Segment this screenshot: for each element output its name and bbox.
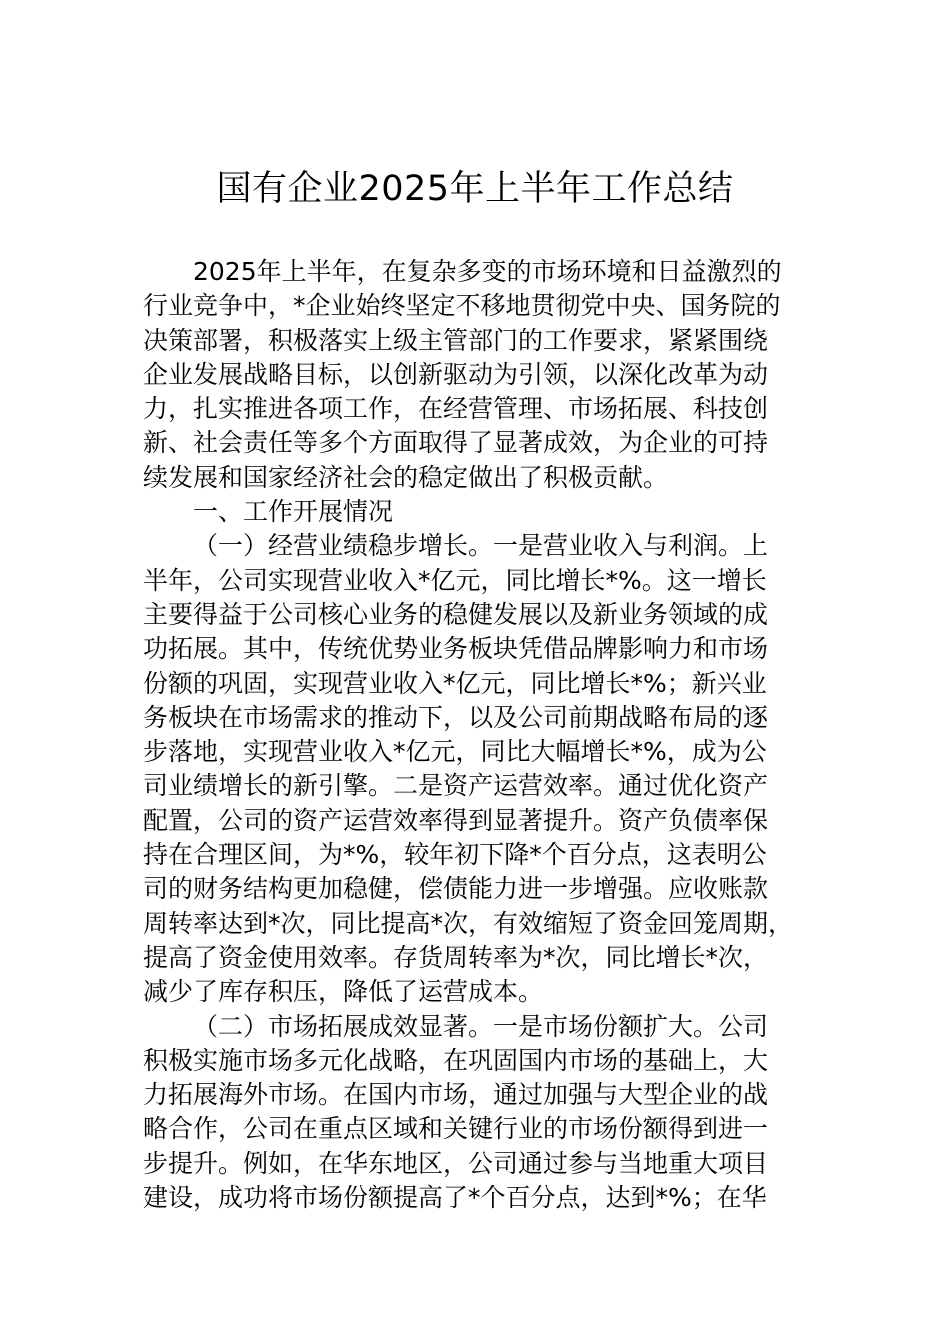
text-line: 略合作，公司在重点区域和关键行业的市场份额得到进一 [143, 1114, 769, 1144]
text-line: 司的财务结构更加稳健，偿债能力进一步增强。应收账款 [143, 874, 769, 904]
text-line: （一）经营业绩稳步增长。一是营业收入与利润。上 [193, 531, 769, 561]
section-heading: 一、工作开展情况 [193, 497, 394, 527]
text-line: 功拓展。其中，传统优势业务板块凭借品牌影响力和市场 [143, 634, 769, 664]
text-line: 务板块在市场需求的推动下，以及公司前期战略布局的逐 [143, 702, 769, 732]
document-body [143, 255, 808, 1215]
text-line: 份额的巩固，实现营业收入*亿元，同比增长*%；新兴业 [143, 668, 767, 698]
document-title: 国有企业2025年上半年工作总结 [216, 169, 734, 209]
text-line: 周转率达到*次，同比提高*次，有效缩短了资金回笼周期， [143, 908, 794, 938]
text-line: 决策部署，积极落实上级主管部门的工作要求，紧紧围绕 [143, 325, 769, 355]
text-line: 半年，公司实现营业收入*亿元，同比增长*%。这一增长 [143, 565, 767, 595]
text-line: 建设，成功将市场份额提高了*个百分点，达到*%；在华 [143, 1183, 767, 1213]
text-line: 持在合理区间，为*%，较年初下降*个百分点，这表明公 [143, 840, 767, 870]
text-line: 新、社会责任等多个方面取得了显著成效，为企业的可持 [143, 428, 769, 458]
text-line: 2025年上半年，在复杂多变的市场环境和日益激烈的 [193, 257, 782, 286]
text-line: 企业发展战略目标，以创新驱动为引领，以深化改革为动 [143, 359, 769, 389]
text-line: 配置，公司的资产运营效率得到显著提升。资产负债率保 [143, 805, 769, 835]
text-line: 力拓展海外市场。在国内市场，通过加强与大型企业的战 [143, 1080, 769, 1110]
text-line: 力，扎实推进各项工作，在经营管理、市场拓展、科技创 [143, 394, 769, 424]
text-line: 步提升。例如，在华东地区，公司通过参与当地重大项目 [143, 1148, 769, 1178]
text-line: 司业绩增长的新引擎。二是资产运营效率。通过优化资产 [143, 771, 769, 801]
text-line: 减少了库存积压，降低了运营成本。 [143, 977, 544, 1007]
text-line: 行业竞争中，*企业始终坚定不移地贯彻党中央、国务院的 [143, 291, 781, 321]
text-line: 积极实施市场多元化战略，在巩固国内市场的基础上，大 [143, 1045, 769, 1075]
text-line: 提高了资金使用效率。存货周转率为*次，同比增长*次， [143, 942, 769, 972]
text-line: （二）市场拓展成效显著。一是市场份额扩大。公司 [193, 1011, 769, 1041]
text-line: 主要得益于公司核心业务的稳健发展以及新业务领域的成 [143, 599, 769, 629]
text-line: 步落地，实现营业收入*亿元，同比大幅增长*%，成为公 [143, 737, 767, 767]
text-line: 续发展和国家经济社会的稳定做出了积极贡献。 [143, 462, 669, 492]
